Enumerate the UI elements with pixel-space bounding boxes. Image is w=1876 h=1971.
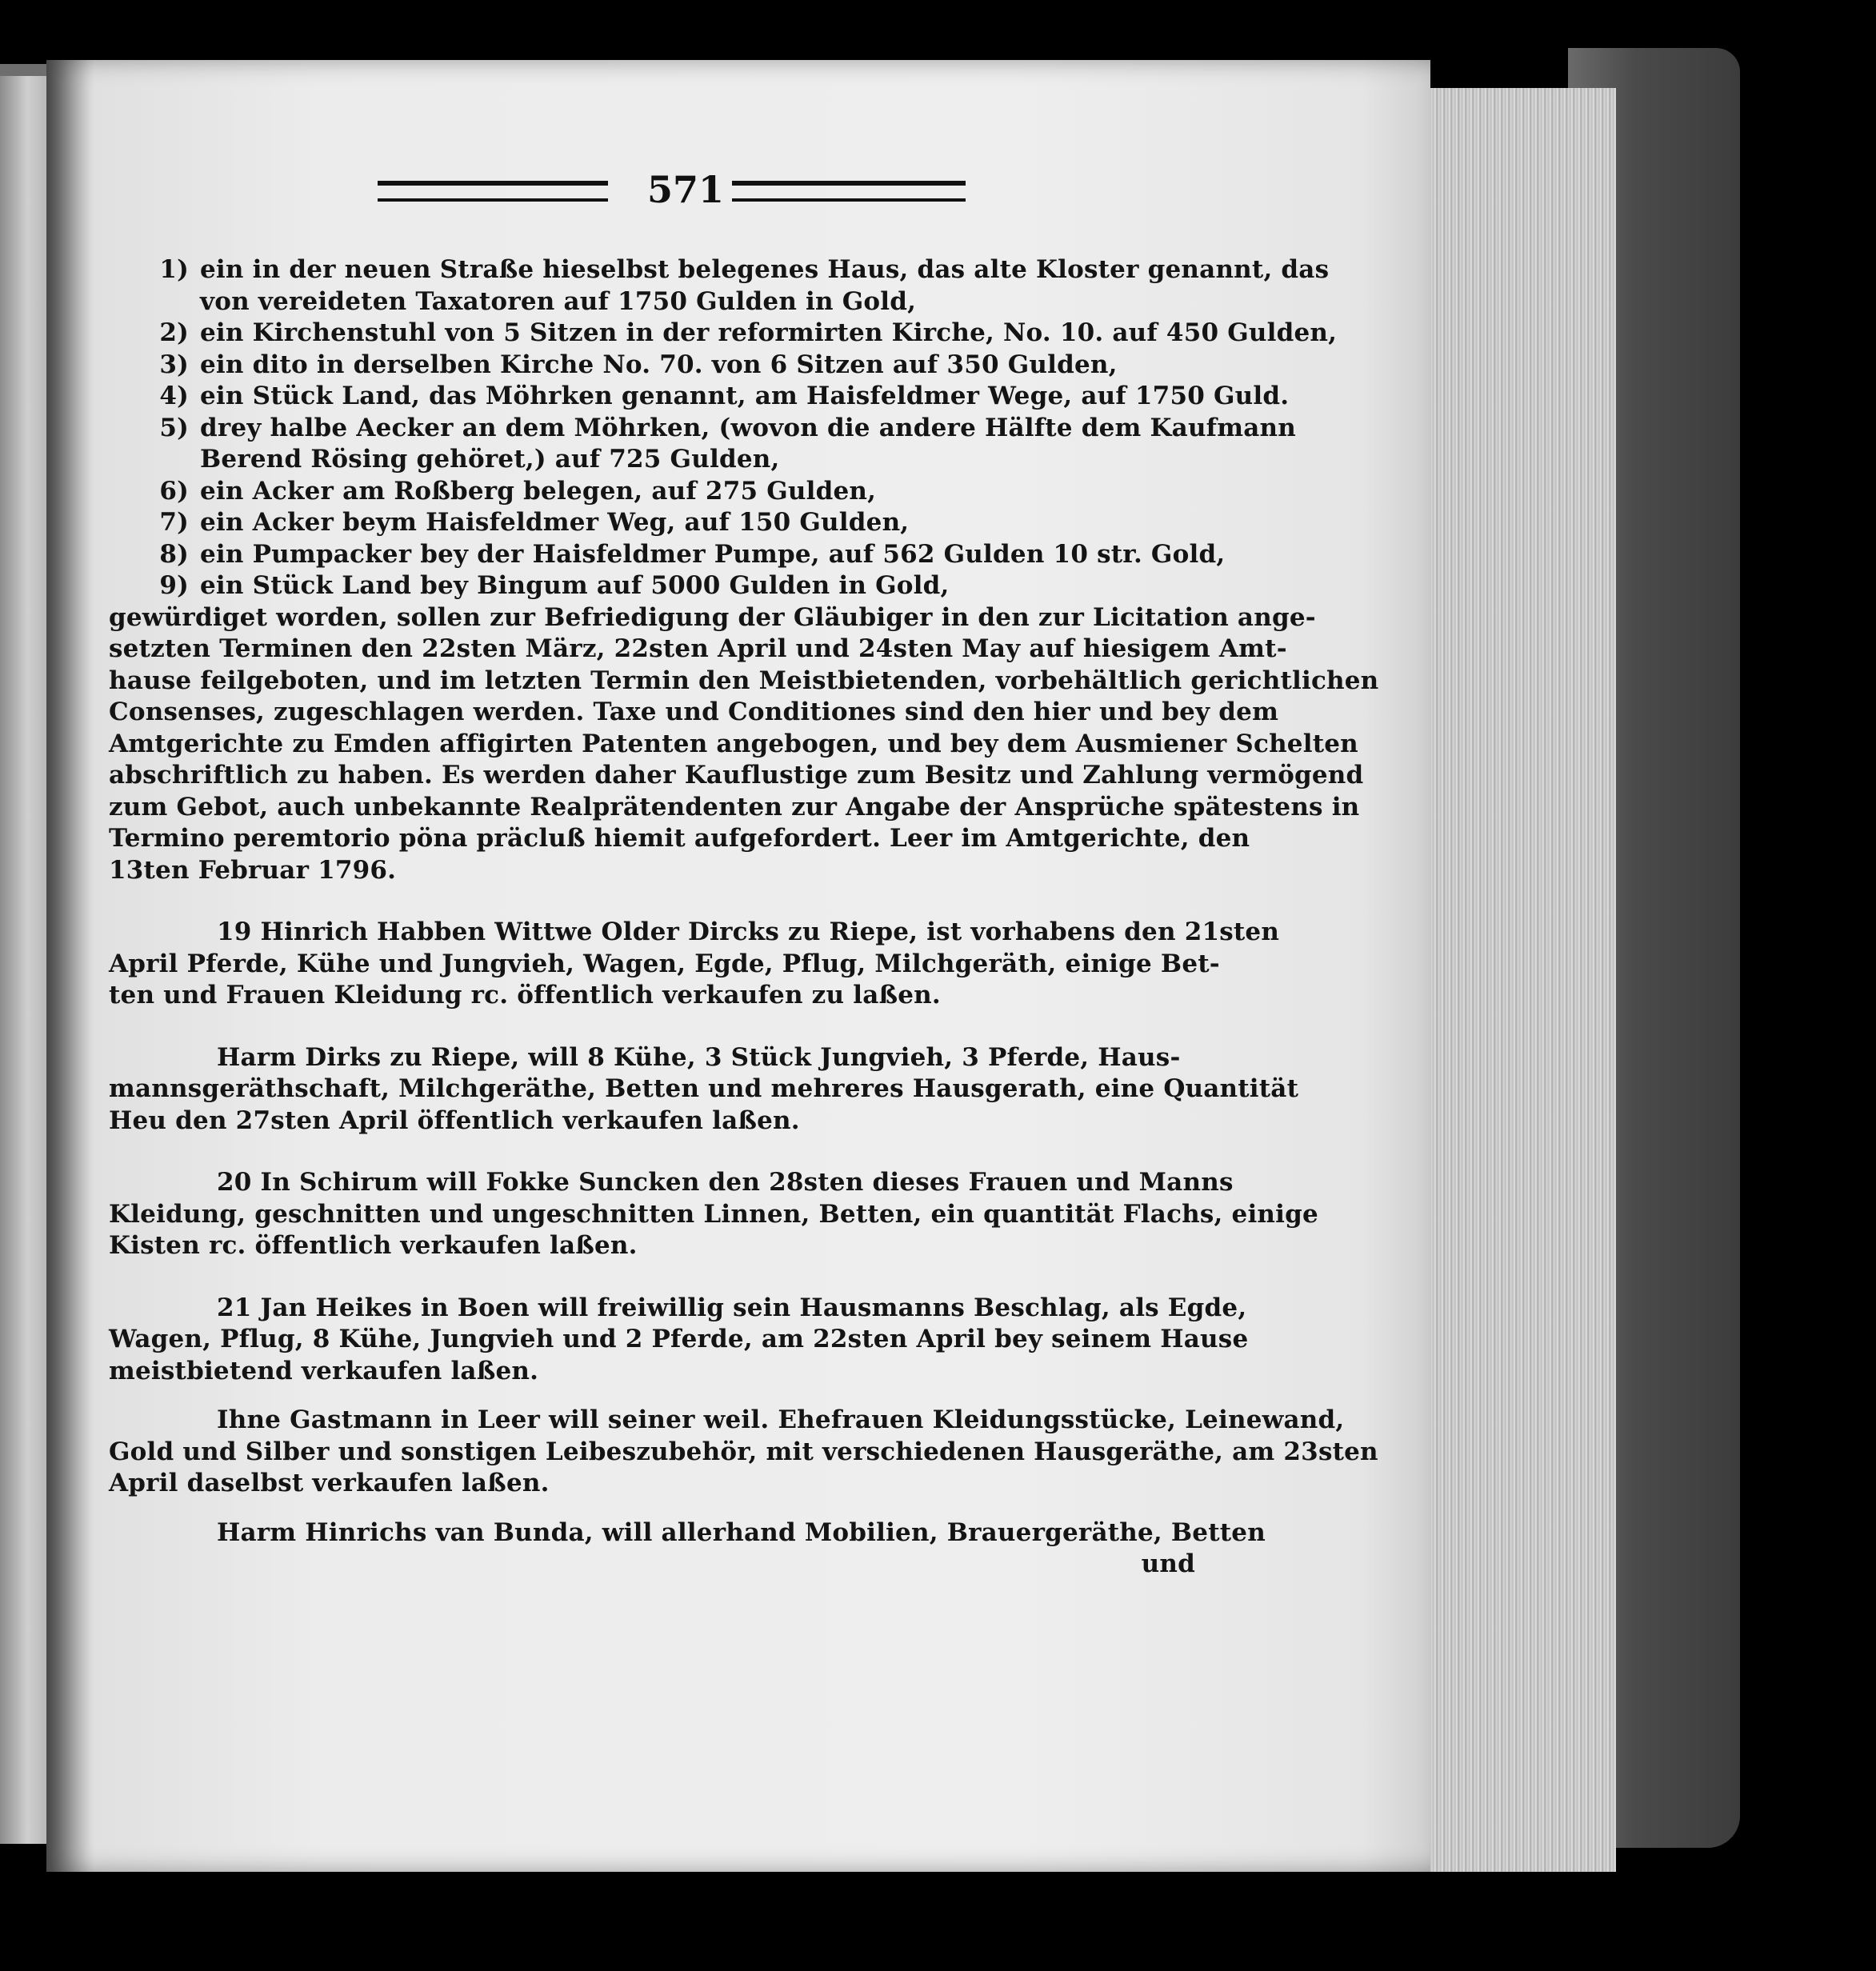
text-line: Kisten rc. öffentlich verkaufen laßen. xyxy=(109,1231,638,1260)
list-item xyxy=(109,318,1338,350)
item-number: 8) xyxy=(159,539,189,569)
item-line: ein in der neuen Straße hieselbst belegenes Haus, das alte Kloster genannt, das xyxy=(200,255,1330,284)
item-line: ein dito in derselben Kirche No. 70. von 6 Sitzen auf 350 Gulden, xyxy=(200,350,1118,379)
list-item xyxy=(109,413,1296,445)
page-number: 571 xyxy=(646,168,725,211)
list-item xyxy=(109,381,1290,413)
paragraph-notice-harm-hinrichs xyxy=(109,1517,1266,1581)
item-number: 1) xyxy=(159,255,189,284)
list-item xyxy=(109,539,1251,571)
text-line: Ihne Gastmann in Leer will seiner weil. Ehefrauen Kleidungsstücke, Leinewand, xyxy=(217,1405,1345,1434)
page-text xyxy=(109,254,1379,1581)
left-page-edge xyxy=(0,76,50,1844)
paragraph-gap xyxy=(109,886,1251,917)
inventory-list xyxy=(109,254,1338,602)
page-block-edges xyxy=(1424,88,1616,1872)
item-number: 5) xyxy=(159,413,189,442)
catchword: und xyxy=(1141,1549,1195,1578)
paragraph-gap xyxy=(109,1262,1251,1293)
item-continuation xyxy=(109,444,1251,476)
text-line: April daselbst verkaufen laßen. xyxy=(109,1469,550,1497)
gutter-shadow xyxy=(46,60,94,1872)
text-line: 20 In Schirum will Fokke Suncken den 28sten dieses Frauen und Manns xyxy=(217,1168,1234,1197)
item-line: von vereideten Taxatoren auf 1750 Gulden in Gold, xyxy=(200,286,917,316)
text-line: gewürdiget worden, sollen zur Befriedigung der Gläubiger in den zur Licitation ange- xyxy=(109,602,1316,632)
item-line: ein Acker am Roßberg belegen, auf 275 Gulden, xyxy=(200,476,877,506)
item-number: 7) xyxy=(159,508,189,537)
item-number: 2) xyxy=(159,318,189,347)
text-line: Kleidung, geschnitten und ungeschnitten Linnen, Betten, ein quantität Flachs, einige xyxy=(109,1199,1318,1229)
item-line: ein Stück Land, das Möhrken genannt, am Haisfeldmer Wege, auf 1750 Guld. xyxy=(200,382,1290,410)
text-line: zum Gebot, auch unbekannte Realprätendenten zur Angabe der Ansprüche spätestens in xyxy=(109,792,1360,822)
paragraph-notice-20 xyxy=(109,1167,1318,1262)
paragraph-gap xyxy=(109,1387,1251,1405)
list-item xyxy=(109,254,1330,286)
text-line: Consenses, zugeschlagen werden. Taxe und Conditiones sind den hier und bey dem xyxy=(109,698,1279,726)
paragraph-gap xyxy=(109,1012,1251,1042)
text-line: ten und Frauen Kleidung rc. öffentlich verkaufen zu laßen. xyxy=(109,981,941,1009)
list-item xyxy=(109,476,1251,508)
item-number: 3) xyxy=(159,350,189,379)
text-line: 21 Jan Heikes in Boen will freiwillig sein Hausmanns Beschlag, als Egde, xyxy=(217,1293,1247,1322)
paragraph-auction-terms xyxy=(109,602,1379,887)
item-line: Berend Rösing gehöret,) auf 725 Gulden, xyxy=(200,445,780,474)
item-line: ein Acker beym Haisfeldmer Weg, auf 150 Gulden, xyxy=(200,508,910,537)
text-line: Harm Hinrichs van Bunda, will allerhand Mobilien, Brauergeräthe, Betten xyxy=(217,1517,1266,1547)
item-continuation xyxy=(109,286,1251,318)
paragraph-gap xyxy=(109,1500,1251,1517)
paragraph-notice-21 xyxy=(109,1293,1251,1388)
text-line: Gold und Silber und sonstigen Leibeszubehör, mit verschiedenen Hausgeräthe, am 23sten xyxy=(109,1437,1378,1466)
text-line: April Pferde, Kühe und Jungvieh, Wagen, Egde, Pflug, Milchgeräth, einige Bet- xyxy=(109,949,1220,978)
text-line: meistbietend verkaufen laßen. xyxy=(109,1356,539,1385)
text-line: mannsgeräthschaft, Milchgeräthe, Betten und mehreres Hausgerath, eine Quantität xyxy=(109,1074,1299,1103)
list-item xyxy=(109,350,1251,382)
item-number: 4) xyxy=(159,382,189,410)
header-rule-left xyxy=(378,181,608,202)
text-line: Heu den 27sten April öffentlich verkaufen laßen. xyxy=(109,1105,800,1135)
item-number: 9) xyxy=(159,571,189,600)
item-line: ein Pumpacker bey der Haisfeldmer Pumpe, auf 562 Gulden 10 str. Gold, xyxy=(200,539,1226,569)
text-line: Amtgerichte zu Emden affigirten Patenten angebogen, und bey dem Ausmiener Schelten xyxy=(109,729,1358,758)
paragraph-notice-19 xyxy=(109,917,1280,1012)
text-line: hause feilgeboten, und im letzten Termin den Meistbietenden, vorbehältlich gerichtlichen xyxy=(109,666,1379,695)
paragraph-gap xyxy=(109,1137,1251,1167)
text-line: setzten Terminen den 22sten März, 22sten April und 24sten May auf hiesigem Amt- xyxy=(109,634,1287,663)
list-item xyxy=(109,507,1251,539)
item-line: ein Kirchenstuhl von 5 Sitzen in der reformirten Kirche, No. 10. auf 450 Gulden, xyxy=(200,318,1338,347)
text-line: Harm Dirks zu Riepe, will 8 Kühe, 3 Stück Jungvieh, 3 Pferde, Haus- xyxy=(217,1042,1181,1072)
text-line: abschriftlich zu haben. Es werden daher Kauflustige zum Besitz und Zahlung vermögend xyxy=(109,761,1364,790)
text-line: 19 Hinrich Habben Wittwe Older Dircks zu Riepe, ist vorhabens den 21sten xyxy=(217,918,1280,946)
text-line: 13ten Februar 1796. xyxy=(109,855,397,885)
page-header xyxy=(378,168,966,211)
item-line: ein Stück Land bey Bingum auf 5000 Gulden in Gold, xyxy=(200,571,950,600)
paragraph-notice-harm-dirks xyxy=(109,1042,1299,1137)
text-line: Wagen, Pflug, 8 Kühe, Jungvieh und 2 Pferde, am 22sten April bey seinem Hause xyxy=(109,1325,1249,1353)
text-line: Termino peremtorio pöna präcluß hiemit aufgefordert. Leer im Amtgerichte, den xyxy=(109,824,1250,853)
header-rule-right xyxy=(732,181,966,202)
item-line: drey halbe Aecker an dem Möhrken, (wovon die andere Hälfte dem Kaufmann xyxy=(200,413,1296,442)
paragraph-notice-ihne-gastmann xyxy=(109,1405,1378,1500)
list-item xyxy=(109,570,1251,602)
item-number: 6) xyxy=(159,476,189,506)
